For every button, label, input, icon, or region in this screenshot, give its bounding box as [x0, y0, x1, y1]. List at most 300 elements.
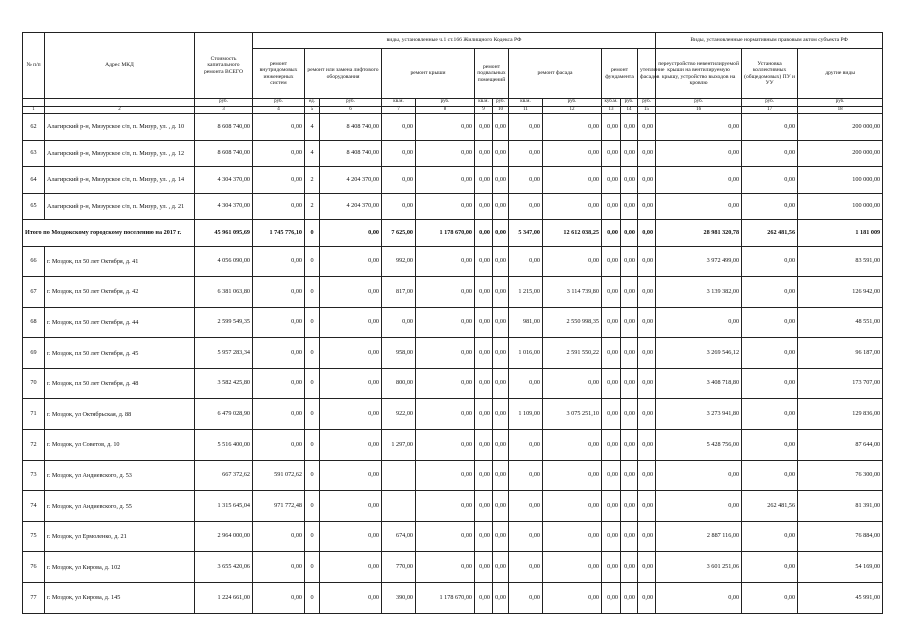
- row-value: 591 072,62: [253, 460, 305, 491]
- row-value: 0,00: [416, 552, 475, 583]
- row-value: 0,00: [320, 307, 382, 338]
- row-value: 129 836,00: [798, 399, 883, 430]
- header-no: № п/п: [23, 33, 45, 99]
- header-group-subject: Виды, установленные нормативным правовым актом субъекта РФ: [656, 33, 883, 49]
- column-number: 13: [602, 106, 621, 114]
- row-value: 770,00: [382, 552, 416, 583]
- row-value: 0,00: [621, 552, 638, 583]
- rows-mozdok: [23, 246, 883, 613]
- row-value: 200 000,00: [798, 140, 883, 167]
- row-address: г. Моздок, ул Кирова, д. 102: [45, 552, 195, 583]
- table-row: [23, 491, 883, 522]
- row-value: 2 887 116,00: [656, 521, 742, 552]
- row-value: 0,00: [656, 460, 742, 491]
- row-value: 4 304 370,00: [195, 167, 253, 194]
- table-row: [23, 368, 883, 399]
- row-value: 958,00: [382, 338, 416, 369]
- row-value: 0,00: [253, 140, 305, 167]
- row-value: 0: [305, 338, 320, 369]
- row-number: 64: [23, 167, 45, 194]
- total-value: 262 481,56: [742, 220, 798, 247]
- row-number: 62: [23, 114, 45, 141]
- row-value: 0,00: [543, 491, 602, 522]
- row-value: 0,00: [493, 140, 509, 167]
- repair-table: [22, 32, 883, 614]
- total-value: 0,00: [320, 220, 382, 247]
- column-number: 4: [253, 106, 305, 114]
- row-value: 4 204 370,00: [320, 193, 382, 220]
- unit-cell: кв.м.: [475, 99, 493, 107]
- row-value: 0,00: [602, 491, 621, 522]
- row-value: 0,00: [509, 114, 543, 141]
- column-number: 8: [416, 106, 475, 114]
- row-address: г. Моздок, ул Андиевского, д. 53: [45, 460, 195, 491]
- row-value: 0,00: [509, 583, 543, 614]
- row-value: 0,00: [475, 246, 493, 277]
- rows-mizur: [23, 114, 883, 220]
- row-value: 2 591 550,22: [543, 338, 602, 369]
- row-value: 0: [305, 491, 320, 522]
- row-value: 0,00: [475, 167, 493, 194]
- total-value: 1 178 670,00: [416, 220, 475, 247]
- row-value: 4 056 090,00: [195, 246, 253, 277]
- row-value: 0,00: [320, 460, 382, 491]
- row-value: 4: [305, 140, 320, 167]
- table-row: [23, 307, 883, 338]
- row-value: 0,00: [602, 368, 621, 399]
- row-value: 0,00: [475, 338, 493, 369]
- row-value: 0,00: [320, 521, 382, 552]
- row-value: 81 391,00: [798, 491, 883, 522]
- row-value: 0,00: [382, 307, 416, 338]
- row-value: 0,00: [742, 140, 798, 167]
- row-value: [382, 491, 416, 522]
- row-value: 0,00: [493, 246, 509, 277]
- row-value: 4 304 370,00: [195, 193, 253, 220]
- header-insulation: утепление фасадов: [638, 49, 656, 99]
- row-value: 45 991,00: [798, 583, 883, 614]
- row-value: 3 075 251,10: [543, 399, 602, 430]
- unit-cell: руб.: [656, 99, 742, 107]
- total-section: [23, 220, 883, 247]
- row-value: 0,00: [253, 368, 305, 399]
- row-value: 8 408 740,00: [320, 140, 382, 167]
- total-value: 0,00: [621, 220, 638, 247]
- row-value: 0,00: [253, 399, 305, 430]
- row-value: 5 957 283,34: [195, 338, 253, 369]
- total-value: 28 981 320,78: [656, 220, 742, 247]
- row-value: 0,00: [602, 114, 621, 141]
- row-address: г. Моздок, ул Кирова, д. 145: [45, 583, 195, 614]
- unit-cell: руб.: [798, 99, 883, 107]
- column-number: 10: [493, 106, 509, 114]
- row-value: 0,00: [509, 246, 543, 277]
- table-row: [23, 140, 883, 167]
- row-address: г. Моздок, ул Ермоленко, д. 21: [45, 521, 195, 552]
- row-value: 0,00: [493, 521, 509, 552]
- row-value: 971 772,48: [253, 491, 305, 522]
- row-value: 1 109,00: [509, 399, 543, 430]
- row-address: Алагирский р-н, Мизурское с/п, п. Мизур, ул. , д. 10: [45, 114, 195, 141]
- row-value: 0,00: [621, 368, 638, 399]
- row-value: 0,00: [416, 114, 475, 141]
- table-row: [23, 460, 883, 491]
- row-value: 1 178 670,00: [416, 583, 475, 614]
- row-value: 54 169,00: [798, 552, 883, 583]
- row-value: 0,00: [382, 140, 416, 167]
- total-value: 45 961 095,69: [195, 220, 253, 247]
- row-value: 0,00: [475, 368, 493, 399]
- row-value: 0,00: [475, 430, 493, 461]
- row-address: Алагирский р-н, Мизурское с/п, п. Мизур, ул. , д. 21: [45, 193, 195, 220]
- row-value: 0,00: [475, 114, 493, 141]
- row-value: 0,00: [621, 460, 638, 491]
- row-value: 0,00: [493, 368, 509, 399]
- row-value: 0,00: [602, 583, 621, 614]
- row-value: 0,00: [382, 114, 416, 141]
- row-value: 0,00: [602, 246, 621, 277]
- column-number: 11: [509, 106, 543, 114]
- row-value: 100 000,00: [798, 167, 883, 194]
- row-value: 0,00: [509, 552, 543, 583]
- row-value: 0,00: [382, 193, 416, 220]
- unit-cell: руб.: [621, 99, 638, 107]
- row-value: 0,00: [493, 399, 509, 430]
- header-group-main: виды, установленные ч.1 ст.166 Жилищного Кодекса РФ: [253, 33, 656, 49]
- row-value: 0,00: [638, 583, 656, 614]
- row-value: 922,00: [382, 399, 416, 430]
- row-address: г. Моздок, пл 50 лет Октября, д. 41: [45, 246, 195, 277]
- row-value: 0,00: [621, 583, 638, 614]
- unit-cell: руб.: [320, 99, 382, 107]
- row-value: 992,00: [382, 246, 416, 277]
- row-value: 674,00: [382, 521, 416, 552]
- row-number: 69: [23, 338, 45, 369]
- header-meters: Установка коллективных (общедомовых) ПУ и УУ: [742, 49, 798, 99]
- total-value: 12 612 038,25: [543, 220, 602, 247]
- row-value: 0,00: [320, 399, 382, 430]
- row-number: 77: [23, 583, 45, 614]
- row-value: 0,00: [320, 246, 382, 277]
- row-value: 0,00: [621, 521, 638, 552]
- capital-repair-register: [22, 32, 882, 614]
- row-value: 0,00: [493, 552, 509, 583]
- header-facade: ремонт фасада: [509, 49, 602, 99]
- row-value: 0,00: [621, 399, 638, 430]
- row-value: [382, 460, 416, 491]
- row-value: 0,00: [320, 338, 382, 369]
- row-value: 0,00: [638, 140, 656, 167]
- row-value: 0,00: [621, 338, 638, 369]
- column-number: 15: [638, 106, 656, 114]
- row-value: 0,00: [475, 140, 493, 167]
- column-number: 12: [543, 106, 602, 114]
- row-value: 0,00: [543, 140, 602, 167]
- row-value: 0,00: [543, 521, 602, 552]
- row-value: 817,00: [382, 277, 416, 308]
- row-value: 0,00: [602, 140, 621, 167]
- row-value: 0,00: [475, 277, 493, 308]
- row-value: 0,00: [253, 552, 305, 583]
- row-value: 0,00: [493, 460, 509, 491]
- row-value: 0,00: [253, 246, 305, 277]
- row-value: 0,00: [509, 430, 543, 461]
- row-value: 0: [305, 460, 320, 491]
- row-value: 3 601 251,06: [656, 552, 742, 583]
- row-value: 0,00: [320, 552, 382, 583]
- row-value: 0,00: [475, 491, 493, 522]
- row-value: 0,00: [320, 430, 382, 461]
- row-number: 66: [23, 246, 45, 277]
- row-value: 96 187,00: [798, 338, 883, 369]
- row-value: 0,00: [621, 491, 638, 522]
- row-value: 0,00: [638, 338, 656, 369]
- row-value: 0,00: [602, 430, 621, 461]
- row-value: 100 000,00: [798, 193, 883, 220]
- row-value: 173 707,00: [798, 368, 883, 399]
- row-value: 2: [305, 193, 320, 220]
- row-value: 0,00: [416, 277, 475, 308]
- row-value: 0,00: [253, 167, 305, 194]
- column-number: 7: [382, 106, 416, 114]
- row-address: Алагирский р-н, Мизурское с/п, п. Мизур, ул. , д. 14: [45, 167, 195, 194]
- row-value: 0,00: [416, 246, 475, 277]
- row-value: 0,00: [475, 521, 493, 552]
- row-value: 0,00: [602, 338, 621, 369]
- row-value: 0,00: [416, 193, 475, 220]
- row-address: г. Моздок, пл 50 лет Октября, д. 44: [45, 307, 195, 338]
- row-value: 0,00: [493, 277, 509, 308]
- row-number: 68: [23, 307, 45, 338]
- row-value: 262 481,56: [742, 491, 798, 522]
- row-value: 0,00: [493, 114, 509, 141]
- row-value: 0,00: [621, 140, 638, 167]
- row-value: 0,00: [253, 430, 305, 461]
- row-value: 0,00: [543, 583, 602, 614]
- row-value: 0,00: [621, 277, 638, 308]
- row-value: 0,00: [320, 491, 382, 522]
- row-value: 8 408 740,00: [320, 114, 382, 141]
- total-value: 0,00: [638, 220, 656, 247]
- total-label: Итого по Моздокскому городскому поселению на 2017 г.: [23, 220, 195, 247]
- header-address: Адрес МКД: [45, 33, 195, 99]
- row-value: 1 215,00: [509, 277, 543, 308]
- row-value: 0,00: [416, 430, 475, 461]
- row-value: 0,00: [638, 399, 656, 430]
- row-value: 0,00: [638, 246, 656, 277]
- column-number: 16: [656, 106, 742, 114]
- row-value: 0,00: [742, 368, 798, 399]
- row-address: г. Моздок, ул Советов, д. 10: [45, 430, 195, 461]
- row-value: 0,00: [742, 307, 798, 338]
- row-value: 0: [305, 368, 320, 399]
- row-value: 981,00: [509, 307, 543, 338]
- row-value: 0: [305, 583, 320, 614]
- table-row: [23, 583, 883, 614]
- row-value: 0,00: [543, 167, 602, 194]
- row-value: 0: [305, 552, 320, 583]
- row-value: 0,00: [475, 307, 493, 338]
- row-value: 0,00: [509, 140, 543, 167]
- row-value: 6 381 063,80: [195, 277, 253, 308]
- table-row: [23, 521, 883, 552]
- row-address: г. Моздок, ул Октябрьская, д. 88: [45, 399, 195, 430]
- row-value: 0,00: [602, 552, 621, 583]
- header-pitched-roof: переустройство невентилируемой крыши на вентилируемую крышу, устройство выходов на кровлю: [656, 49, 742, 99]
- row-value: 0,00: [602, 277, 621, 308]
- row-value: 0,00: [638, 521, 656, 552]
- row-value: 0,00: [253, 114, 305, 141]
- row-value: 3 408 718,80: [656, 368, 742, 399]
- row-value: 0,00: [638, 430, 656, 461]
- row-value: 0: [305, 277, 320, 308]
- row-address: г. Моздок, ул Андиевского, д. 55: [45, 491, 195, 522]
- row-value: 0,00: [742, 583, 798, 614]
- row-value: 0,00: [416, 491, 475, 522]
- column-number: 3: [195, 106, 253, 114]
- row-value: 4 204 370,00: [320, 167, 382, 194]
- column-number: 14: [621, 106, 638, 114]
- row-value: 5 516 400,00: [195, 430, 253, 461]
- row-value: 0: [305, 521, 320, 552]
- row-value: 0,00: [509, 368, 543, 399]
- row-value: 0,00: [656, 307, 742, 338]
- row-value: 0,00: [621, 167, 638, 194]
- row-value: 1 315 645,04: [195, 491, 253, 522]
- row-value: 0: [305, 399, 320, 430]
- unit-cell: ед.: [305, 99, 320, 107]
- row-value: 0,00: [509, 193, 543, 220]
- row-value: 667 372,62: [195, 460, 253, 491]
- row-value: 0,00: [543, 460, 602, 491]
- row-value: 390,00: [382, 583, 416, 614]
- table-row: [23, 114, 883, 141]
- row-value: 0,00: [656, 491, 742, 522]
- total-value: 0,00: [493, 220, 509, 247]
- row-value: 0,00: [742, 338, 798, 369]
- table-row: [23, 167, 883, 194]
- row-number: 65: [23, 193, 45, 220]
- column-number: 17: [742, 106, 798, 114]
- total-value: 5 347,00: [509, 220, 543, 247]
- row-number: 76: [23, 552, 45, 583]
- row-value: 0,00: [621, 307, 638, 338]
- table-header: [23, 33, 883, 114]
- row-address: г. Моздок, пл 50 лет Октября, д. 42: [45, 277, 195, 308]
- row-value: 0,00: [742, 430, 798, 461]
- row-value: 1 016,00: [509, 338, 543, 369]
- row-value: 0,00: [656, 193, 742, 220]
- row-value: 0,00: [543, 368, 602, 399]
- row-value: 0,00: [742, 521, 798, 552]
- row-value: 2 964 000,00: [195, 521, 253, 552]
- row-value: 0,00: [509, 167, 543, 194]
- row-value: 0,00: [656, 140, 742, 167]
- row-value: 0,00: [656, 583, 742, 614]
- row-value: 0,00: [253, 193, 305, 220]
- unit-cell: руб.: [742, 99, 798, 107]
- unit-cell: кв.м.: [509, 99, 543, 107]
- total-value: 0,00: [475, 220, 493, 247]
- row-value: 0,00: [416, 399, 475, 430]
- row-value: 0,00: [543, 552, 602, 583]
- row-value: 0,00: [742, 114, 798, 141]
- row-value: 0,00: [509, 521, 543, 552]
- row-value: 0,00: [253, 521, 305, 552]
- row-value: 0,00: [638, 552, 656, 583]
- row-value: 0,00: [602, 167, 621, 194]
- row-value: 0,00: [602, 307, 621, 338]
- row-value: 4: [305, 114, 320, 141]
- row-value: 0,00: [602, 460, 621, 491]
- row-value: 0,00: [509, 460, 543, 491]
- row-value: 5 428 756,00: [656, 430, 742, 461]
- row-value: 3 269 546,12: [656, 338, 742, 369]
- row-value: 0,00: [638, 460, 656, 491]
- row-value: 0: [305, 307, 320, 338]
- total-value: 0: [305, 220, 320, 247]
- row-value: 0,00: [543, 246, 602, 277]
- row-value: 0,00: [621, 430, 638, 461]
- row-value: 0,00: [475, 399, 493, 430]
- row-value: 200 000,00: [798, 114, 883, 141]
- row-value: 0,00: [493, 307, 509, 338]
- row-value: 0: [305, 246, 320, 277]
- row-value: 0,00: [416, 307, 475, 338]
- column-number: 2: [45, 106, 195, 114]
- unit-cell: руб.: [195, 99, 253, 107]
- row-value: 0,00: [493, 491, 509, 522]
- row-number: 74: [23, 491, 45, 522]
- row-value: 0,00: [253, 307, 305, 338]
- row-value: 0,00: [638, 114, 656, 141]
- row-value: 0,00: [475, 552, 493, 583]
- row-value: 6 479 028,90: [195, 399, 253, 430]
- header-basement: ремонт подвальных помещений: [475, 49, 509, 99]
- row-value: 2: [305, 167, 320, 194]
- column-number: 9: [475, 106, 493, 114]
- row-value: 0,00: [382, 167, 416, 194]
- row-value: 8 608 740,00: [195, 114, 253, 141]
- row-value: 0,00: [416, 140, 475, 167]
- row-value: 0,00: [742, 399, 798, 430]
- row-number: 75: [23, 521, 45, 552]
- row-value: 0,00: [320, 583, 382, 614]
- row-value: 3 972 499,00: [656, 246, 742, 277]
- unit-cell: руб.: [638, 99, 656, 107]
- column-number: 6: [320, 106, 382, 114]
- column-number: 18: [798, 106, 883, 114]
- row-value: 0,00: [602, 521, 621, 552]
- header-total-cost: Стоимость капитального ремонта ВСЕГО: [195, 33, 253, 99]
- row-value: 8 608 740,00: [195, 140, 253, 167]
- row-value: 48 551,00: [798, 307, 883, 338]
- table-row: [23, 193, 883, 220]
- table-row: [23, 277, 883, 308]
- row-value: 87 644,00: [798, 430, 883, 461]
- row-value: 0,00: [638, 491, 656, 522]
- unit-cell: кв.м.: [382, 99, 416, 107]
- header-other: другие виды: [798, 49, 883, 99]
- row-value: 0,00: [320, 368, 382, 399]
- unit-cell: руб.: [253, 99, 305, 107]
- row-value: 0,00: [621, 193, 638, 220]
- row-value: 0,00: [253, 338, 305, 369]
- row-value: 3 273 941,80: [656, 399, 742, 430]
- unit-cell: руб.: [416, 99, 475, 107]
- header-internal-systems: ремонт внутридомовых инженерных систем: [253, 49, 305, 99]
- total-value: 1 181 009: [798, 220, 883, 247]
